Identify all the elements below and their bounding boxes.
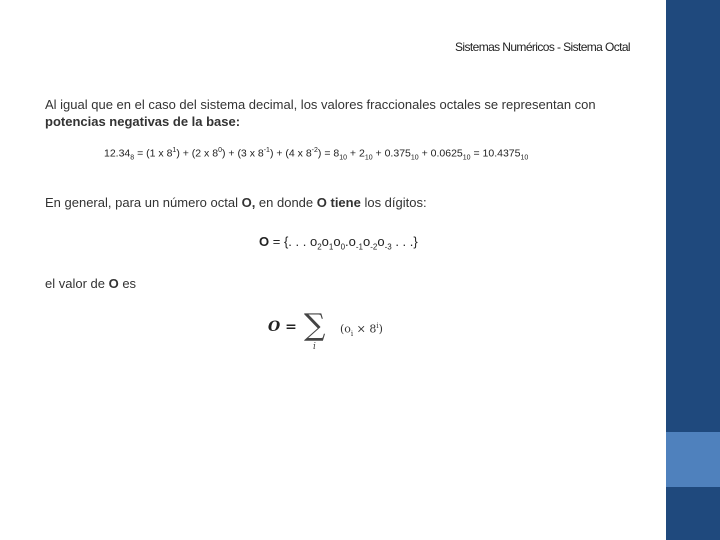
sigma-symbol: ∑ — [304, 308, 326, 343]
digit-set-expression: O = {. . . $o_2o_1o_0.o_{-1}o_{-2}o_{-3}$ . . .} — [259, 234, 418, 252]
intro-line-1: Al igual que en el caso del sistema decimal, los valores fraccionales octales se representan con — [45, 97, 596, 112]
sidebar-accent-block — [666, 432, 720, 487]
general-paragraph: En general, para un número octal O, en donde O tiene los dígitos: — [45, 195, 427, 210]
formula-body: $(o_i \times 8^i)$ — [340, 322, 383, 338]
summation-formula — [268, 308, 398, 358]
sum-index: i — [313, 342, 316, 352]
slide-title: Sistemas Numéricos - Sistema Octal — [455, 40, 630, 54]
intro-paragraph — [45, 96, 630, 130]
formula-lhs: O = — [268, 319, 297, 335]
octal-conversion-equation: $12.34_8 = (1$ x $8^1) + (2$ x $8^0) + (3$ x $8^{-1}) + (4$ x $8^{-2}) = 8_{10} + 2_{10} + 0.375_{10} + 0.0625_{10} = 10.4375_{10}$ — [104, 147, 529, 162]
intro-line-2: potencias negativas de la base: — [45, 114, 241, 129]
value-of-o-line: el valor de O es — [45, 276, 137, 291]
